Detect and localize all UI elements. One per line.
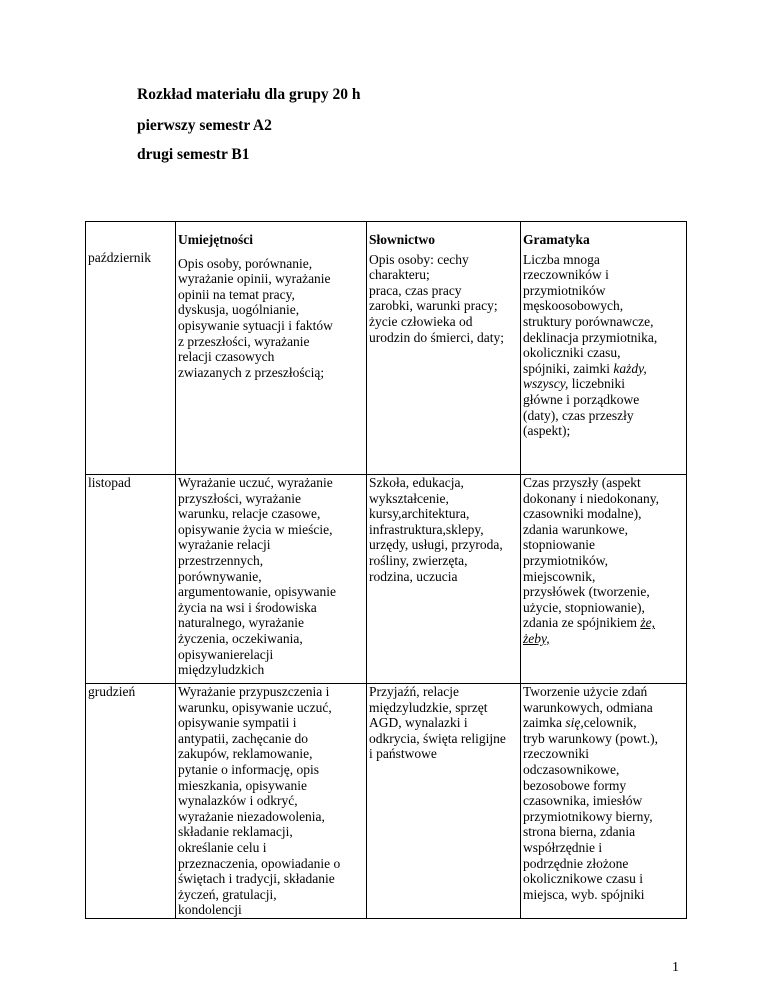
- grammar-cell: [521, 222, 687, 475]
- curriculum-table: [85, 221, 687, 919]
- vocab-text: Opis osoby: cechy charakteru; praca, czas pracy zarobki, warunki pracy; życie człowieka od urodzin do śmierci, daty;: [369, 251, 504, 345]
- table-row: [86, 684, 687, 919]
- vocab-cell: [367, 222, 521, 475]
- skills-cell: [176, 222, 367, 475]
- table-row: [86, 222, 687, 475]
- skills-text: Opis osoby, porównanie, wyrażanie opinii, wyrażanie opinii na temat pracy, dyskusja, uogólnianie, opisywanie sytuacji i faktów z przeszłości, wyrażanie relacji czasowych zwiazanych z przeszłością;: [178, 255, 333, 380]
- month-cell: grudzień: [86, 684, 176, 919]
- skills-text: Wyrażanie przypuszczenia i warunku, opisywanie uczuć, opisywanie sympatii i antypatii, zachęcanie do zakupów, reklamowanie, pytanie o informację, opis mieszkania, opisywanie wynalazków i odkryć, wyrażanie niezadowolenia, składanie reklamacji, określanie celu i przeznaczenia, opowiadanie o świętach i tradycji, składanie życzeń, gratulacji, kondolencji: [176, 684, 367, 919]
- semester-1-label: pierwszy semestr A2: [137, 117, 272, 134]
- vocab-header: Słownictwo: [369, 232, 436, 247]
- table-row: [86, 475, 687, 684]
- vocab-text: Przyjaźń, relacje międzyludzkie, sprzęt AGD, wynalazki i odkrycia, święta religijne i państwowe: [367, 684, 521, 919]
- skills-text: Wyrażanie uczuć, wyrażanie przyszłości, wyrażanie warunku, relacje czasowe, opisywanie życia w mieście, wyrażanie relacji przestrzennych, porównywanie, argumentowanie, opisywanie życia na wsi i środowiska naturalnego, wyrażanie życzenia, oczekiwania, opisywanierelacji międzyludzkich: [176, 475, 367, 684]
- vocab-text: Szkoła, edukacja, wykształcenie, kursy,architektura, infrastruktura,sklepy, urzędy, usługi, przyroda, rośliny, zwierzęta, rodzina, uczucia: [367, 475, 521, 684]
- grammar-text: Czas przyszły (aspekt dokonany i niedokonany, czasowniki modalne), zdania warunkowe, stopniowanie przymiotników, miejscownik, przysłówek (tworzenie, użycie, stopniowanie), zdania ze spójnikiem że, żeby,: [521, 475, 687, 684]
- semester-2-label: drugi semestr B1: [137, 146, 250, 163]
- skills-header: Umiejętności: [178, 232, 253, 247]
- document-title: Rozkład materiału dla grupy 20 h: [137, 86, 361, 103]
- month-cell: październik: [86, 222, 176, 475]
- grammar-text: Liczba mnoga rzeczowników i przymiotników męskoosobowych, struktury porównawcze, deklinacja przymiotnika, okoliczniki czasu, spójniki, zaimki każdy, wszyscy, liczebniki główne i porządkowe (daty), czas przeszły (aspekt);: [523, 251, 658, 439]
- grammar-header: Gramatyka: [523, 232, 590, 247]
- grammar-text: Tworzenie użycie zdań warunkowych, odmiana zaimka się,celownik, tryb warunkowy (powt.), rzeczowniki odczasownikowe, bezosobowe formy czasownika, imiesłów przymiotnikowy bierny, strona bierna, zdania współrzędnie i podrzędnie złożone okolicznikowe czasu i miejsca, wyb. spójniki: [521, 684, 687, 919]
- month-cell: listopad: [86, 475, 176, 684]
- page-number: 1: [672, 960, 679, 975]
